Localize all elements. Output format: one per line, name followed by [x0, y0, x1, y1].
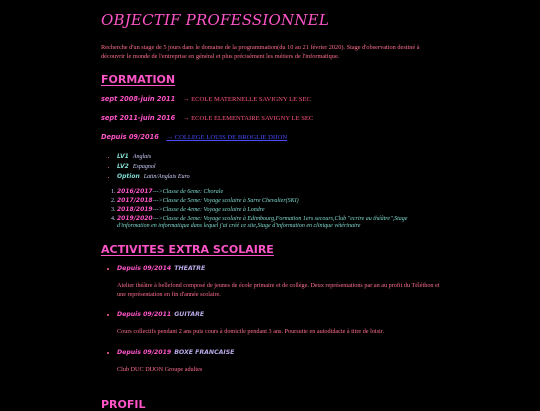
- school-year: 2016/2017: [117, 188, 153, 196]
- school-year-desc: --->Classe de 6eme: Chorale: [152, 189, 224, 196]
- school-year-desc: --->Classe de 4eme: Voyage scolaire à Londre: [152, 206, 265, 213]
- school-year: 2017/2018: [117, 196, 153, 204]
- activity-desc: Club DUC DIJON Groupe adultes: [117, 365, 203, 373]
- activity-desc: Atelier théâtre à bellefond composé de jeunes de école primaire et de collège. Deux représentations par an au profit du Téléthon et une représentation en fin d'année scolaire.: [117, 282, 440, 298]
- formation-school: → ECOLE ELEMENTAIRE SAVIGNY LE SEC: [182, 115, 314, 123]
- school-years-list: [101, 188, 441, 231]
- language-value: Espagnol: [132, 164, 156, 171]
- activity-date: Depuis 09/2019: [117, 348, 172, 356]
- content-column: [101, 10, 441, 387]
- formation-row: [101, 95, 441, 104]
- languages-list: [101, 152, 441, 182]
- school-year-desc: --->Classe de 5eme: Voyage scolaire à Sarre Chevalier(SKI): [152, 197, 299, 204]
- school-year-item: [117, 197, 441, 206]
- formation-heading: FORMATION: [101, 73, 176, 87]
- formation-row: [101, 133, 441, 142]
- activity-name: THEATRE: [174, 265, 206, 273]
- language-key: LV1: [117, 153, 129, 161]
- profile-heading: PROFIL: [101, 398, 146, 411]
- formation-date: Depuis 09/2016: [101, 133, 159, 142]
- formation-date: sept 2008-juin 2011: [101, 95, 176, 104]
- activities-heading: ACTIVITES EXTRA SCOLAIRE: [101, 243, 274, 257]
- formation-date: sept 2011-juin 2016: [101, 114, 176, 123]
- intro-text: Recherche d'un stage de 5 jours dans le domaine de la programmation(du 10 au 21 février 2020). Stage d'observation destiné à découvrir le monde de l'entreprise en général et plus précisément les métiers de l'informatique.: [101, 44, 420, 60]
- activity-desc: Cours collectifs pendant 2 ans puis cours à domicile pendant 3 ans. Poursuite en autodidacte à titre de loisir.: [117, 328, 385, 336]
- school-year-item: [117, 188, 441, 197]
- school-year-desc: --->Classe de 3eme: Voyage scolaire à Edimbourg,Formation 1ers secours,Club "ecrire au théâtre",Stage d'information en informatique dans lequel j'ai créé ce site,Stage d'information en clinique vétérinaire: [117, 215, 408, 230]
- language-item: [117, 152, 441, 162]
- school-year-item: [117, 206, 441, 215]
- language-value: Latin/Anglais Euro: [143, 174, 190, 181]
- activity-item: [117, 349, 441, 375]
- formation-school: → ECOLE MATERNELLE SAVIGNY LE SEC: [182, 96, 311, 104]
- language-value: Anglais: [132, 154, 152, 161]
- school-year-item: [117, 215, 441, 232]
- college-link[interactable]: → COLLEGE LOUIS DE BROGLIE DIJON: [166, 134, 288, 142]
- formation-row: [101, 114, 441, 123]
- language-item: [117, 162, 441, 172]
- activity-item: [117, 311, 441, 337]
- school-year: 2019/2020: [117, 214, 153, 222]
- language-key: LV2: [117, 163, 129, 171]
- school-year: 2018/2019: [117, 205, 153, 213]
- language-key: Option: [117, 173, 140, 181]
- activity-item: [117, 265, 441, 299]
- activity-name: GUITARE: [174, 311, 205, 319]
- activities-list: [101, 265, 441, 374]
- activity-date: Depuis 09/2011: [117, 311, 172, 319]
- language-item: [117, 172, 441, 182]
- activity-name: BOXE FRANCAISE: [174, 348, 235, 356]
- activity-date: Depuis 09/2014: [117, 265, 172, 273]
- page-title: OBJECTIF PROFESSIONNEL: [101, 11, 329, 29]
